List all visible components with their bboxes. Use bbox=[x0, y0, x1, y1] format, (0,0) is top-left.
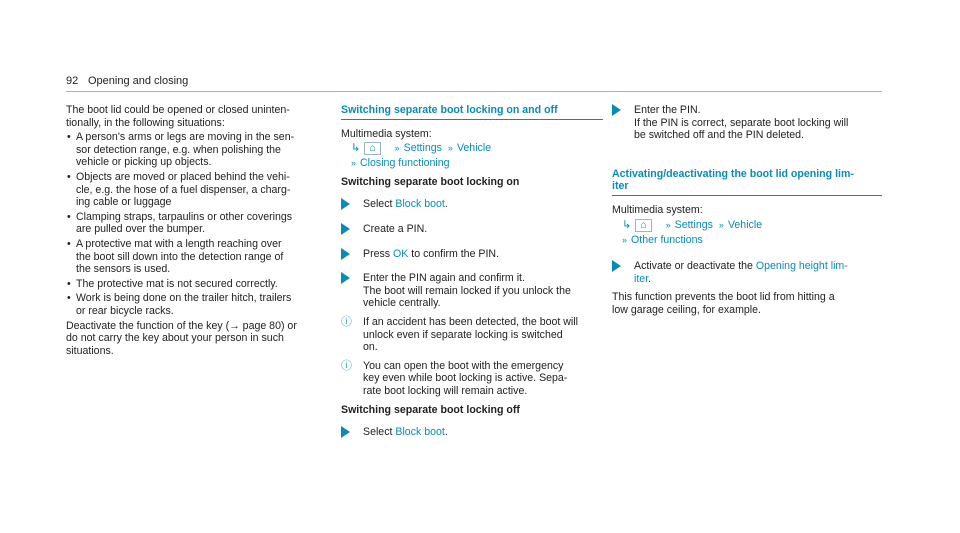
list-item: • Clamping straps, tarpaulins or other coverings are pulled over the bumper. bbox=[67, 210, 293, 236]
note-accident: ⓘ If an accident has been detected, the boot will unlock even if separate locking is switched on. bbox=[341, 315, 578, 354]
list-item: • The protective mat is not secured correctly. bbox=[67, 277, 278, 290]
bullet-icon: • bbox=[67, 292, 71, 305]
bullet-icon: • bbox=[67, 170, 71, 183]
page-header bbox=[66, 75, 882, 92]
multimedia-label: Multimedia system: bbox=[612, 203, 703, 216]
menu-other-functions-link[interactable]: Other functions bbox=[631, 233, 703, 246]
return-arrow-icon: ↳ bbox=[351, 142, 361, 155]
opening-height-limiter-link[interactable]: Opening height lim- iter bbox=[634, 260, 848, 285]
step-arrow-icon bbox=[341, 248, 350, 260]
page-ref-link[interactable]: page 80) or bbox=[242, 319, 297, 332]
step-select-block-boot: Select Block boot. bbox=[341, 198, 603, 211]
menu-closing-functioning-link[interactable]: Closing functioning bbox=[360, 157, 450, 170]
double-chevron-icon: » bbox=[447, 143, 453, 154]
section-heading-opening-limiter: Activating/deactivating the boot lid opening lim- iter bbox=[612, 168, 882, 196]
multimedia-label: Multimedia system: bbox=[341, 127, 432, 140]
menu-vehicle-link[interactable]: Vehicle bbox=[456, 142, 492, 155]
double-chevron-icon: » bbox=[394, 143, 400, 154]
home-icon[interactable]: ⌂ bbox=[635, 219, 651, 232]
bullet-icon: • bbox=[67, 277, 71, 290]
step-select-block-boot-off: Select Block boot. bbox=[341, 426, 603, 439]
intro-text: The boot lid could be opened or closed uninten- tionally, in the following situations: bbox=[66, 104, 290, 129]
menu-settings-link[interactable]: Settings bbox=[403, 142, 442, 155]
note-emergency-key: ⓘ You can open the boot with the emergency key even while boot locking is active. Sepa- rate boot locking will remain active. bbox=[341, 359, 568, 397]
subheading-locking-off: Switching separate boot locking off bbox=[341, 403, 520, 416]
list-item: • Work is being done on the trailer hitch, trailers or rear bicycle racks. bbox=[67, 292, 292, 317]
return-arrow-icon: ↳ bbox=[622, 218, 632, 231]
step-arrow-icon bbox=[341, 272, 350, 284]
ok-link[interactable]: OK bbox=[393, 247, 409, 260]
step-arrow-icon bbox=[341, 426, 350, 438]
bullet-icon: • bbox=[67, 237, 71, 250]
menu-path bbox=[612, 219, 882, 232]
block-boot-link[interactable]: Block boot bbox=[395, 426, 445, 439]
step-activate-limiter: Activate or deactivate the Opening height lim- iter. bbox=[612, 260, 882, 285]
info-icon: ⓘ bbox=[341, 315, 352, 328]
double-chevron-icon: » bbox=[718, 219, 724, 230]
double-chevron-icon: » bbox=[622, 234, 628, 245]
home-icon[interactable]: ⌂ bbox=[364, 142, 380, 155]
bullet-icon: • bbox=[67, 210, 71, 223]
column-3 bbox=[612, 104, 882, 317]
step-enter-pin: Enter the PIN. If the PIN is correct, separate boot locking will be switched off and the PIN deleted. bbox=[612, 104, 882, 142]
step-enter-pin-again: Enter the PIN again and confirm it. The boot will remain locked if you unlock the vehicle centrally. bbox=[341, 272, 603, 310]
block-boot-link[interactable]: Block boot bbox=[395, 198, 445, 211]
list-item: • A person's arms or legs are moving in the sen- sor detection range, e.g. when polishing the vehicle or picking up objects. bbox=[67, 131, 295, 169]
list-item: • A protective mat with a length reaching over the boot sill down into the detection range of the sensors is used. bbox=[67, 237, 284, 276]
column-2 bbox=[341, 104, 603, 451]
step-press-ok: Press OK to confirm the PIN. bbox=[341, 248, 603, 261]
menu-path bbox=[341, 142, 603, 155]
double-chevron-icon: » bbox=[351, 158, 357, 169]
double-chevron-icon: » bbox=[665, 219, 671, 230]
menu-settings-link[interactable]: Settings bbox=[674, 218, 713, 231]
list-item: • Objects are moved or placed behind the vehi- cle, e.g. the hose of a fuel dispenser, a charg- ing cable or luggage bbox=[67, 170, 291, 209]
step-create-pin: Create a PIN. bbox=[341, 223, 603, 236]
situation-list bbox=[66, 131, 326, 317]
bullet-icon: • bbox=[67, 131, 71, 144]
page-number: 92 bbox=[66, 75, 79, 87]
deactivate-text: Deactivate the function of the key (→ page 80) or do not carry the key about your person in such situations. bbox=[66, 319, 297, 357]
header-title: Opening and closing bbox=[88, 75, 189, 87]
step-arrow-icon bbox=[341, 223, 350, 235]
section-heading-separate-boot-locking: Switching separate boot locking on and off bbox=[341, 104, 603, 120]
subheading-locking-on: Switching separate boot locking on bbox=[341, 175, 520, 188]
info-icon: ⓘ bbox=[341, 359, 352, 372]
step-arrow-icon bbox=[341, 198, 350, 210]
page-ref-arrow-icon: → bbox=[229, 319, 240, 332]
step-arrow-icon bbox=[612, 260, 621, 272]
menu-path-continued bbox=[612, 234, 882, 247]
column-1 bbox=[66, 104, 326, 357]
menu-path-continued bbox=[341, 157, 603, 170]
limiter-description: This function prevents the boot lid from hitting a low garage ceiling, for example. bbox=[612, 291, 835, 316]
step-arrow-icon bbox=[612, 104, 621, 116]
menu-vehicle-link[interactable]: Vehicle bbox=[727, 218, 763, 231]
